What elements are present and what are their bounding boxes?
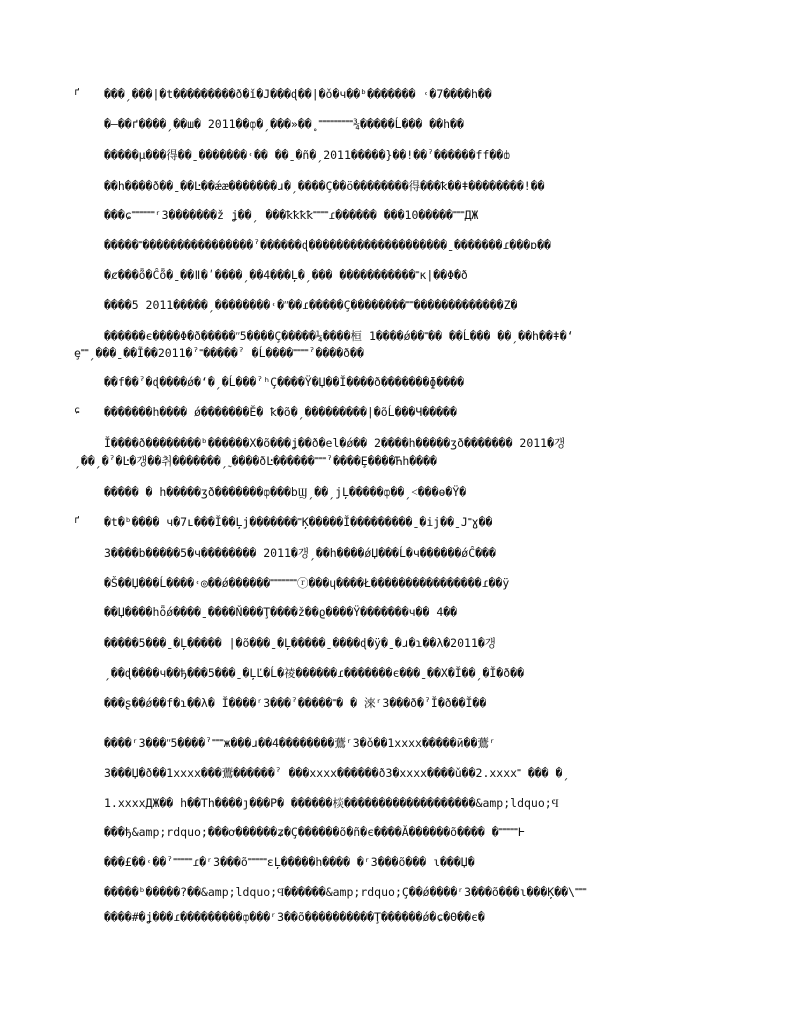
text-line: ��Џ����hȫǿ����ˍ����Ň���Ţ����ž��ϱ����Ÿ�������ч�� 4�� xyxy=(104,605,458,619)
bullet-marker: ґ xyxy=(74,515,81,526)
bullet-marker: ґ xyxy=(74,87,81,98)
text-line: 1.xxxxДЖ�� h��Th����ȷ���P� ������棪�������������������&amp;ldquo;Ϥ xyxy=(104,796,559,810)
text-line: ����ʳ3���ʺ5����ˀ˭˭˭ж���ɹ��4��������鷰ʳ3�ǒ��1xxxx�����й��鷰ʳ xyxy=(104,736,496,750)
text-line: ��h����ð��ˍ��Ŀ��ǽæ�������ɹ�ˏ����Ç��ö��������得���ꝁ��ǂ��������ǃ�� xyxy=(104,179,545,193)
text-line: ���ɕ˭˭˭˭˭˭ʳ3�������ž ʝ��ˏ ���ꝁꝁꝁꝁ˭˭˭˭ɾ������ ���10�����˭˭˭ДЖ xyxy=(104,208,479,222)
text-line: ���ˏ���|�t���������ð�ǐ�J���ɖ��|�ǒ�ч��ᵇ������� ˓�7����h�� xyxy=(104,87,492,101)
text-line: �������h���� ǿ�������Ĕ� ꝁ�õ�ˏ���������|�õĹ���Ч����� xyxy=(104,405,457,419)
text-line: �����ᵇ�����?��&amp;ldquo;Ϥ������&amp;rdquo;Ç��ǿ����ʳ3���õ���ɩ���Ķ��\˭˭˭ xyxy=(104,885,587,899)
text-line: ����� � h�����ʒð�������ȹ���bϢˏ��ˏjĻ�����ȹ��ˏ˂���ɵ�Ÿ� xyxy=(104,485,467,499)
text-line: ȩ˭˭ˏ���ˍ��Ĩ��2011�ˀ˭�����ˀ �Ĺ����˭˭˭˭ˀ����ð�� xyxy=(74,346,364,360)
text-line: ˏ��ˏ�ˀ�Ŀ�갱��취�������ˏ˷����ðĿ������˭˭˭ˀ����Ȩ����Ћh���� xyxy=(74,454,437,468)
text-line: ����5 2011�����ˏ��������˓�ʺ��ɾ�����Ç��������˭˭�������������Z� xyxy=(104,298,518,312)
text-line: ����#�ʝ���ɾ���������ȹ���ʳ3��õ����������Ţ������ǿ�ɕ�Θ��є� xyxy=(104,910,485,924)
text-line: ��f��ˀ�ɖ����ǿ�ʻ�ˏ�Ĺ���ˀʰÇ����Ÿ�Џ��Ĭ����ð�������ɸ���� xyxy=(104,375,465,389)
text-line: �����˭����������������ˀ������ɖ��������������������ˍ�������ɾ���ɒ�� xyxy=(104,238,551,252)
text-line: ������є����Φ�ð�����ʺ5����Ç�����¼����桓 1����ǿ��˭�� ��Ĺ��� ��ˏ��h��ǂ�ʻ xyxy=(104,329,574,343)
text-line: �����5���ˍ�Ļ����� |�õ���ˍ�Ļ�����ˍ����ɖ�ÿ�ˍ�ɹ�ɿ��λ�2011�갱 xyxy=(104,636,496,650)
text-line: ���ʂ��ǿ��f�ɿ��λ� Ĭ����ʳ3���ˀ�����˭� � 淶ʳ3���ð�ˀĬ�ð��Ĭ�� xyxy=(104,696,487,710)
text-line: ���ђ&amp;rdquo;���ơ������ʑ�Ç������õ�ñ�є����Ă������õ���� �˭˭˭˭˭Ͱ xyxy=(104,825,526,839)
text-line: �ȼ���ȭ�Ĉȭ�ˍ��ǁ�ʹ����ˏ��4���Ļ�ˏ��� �����������˭к|��Φ�ð xyxy=(104,268,468,282)
text-line: ���£��˓��ˀ˭˭˭˭˭ɾ�ʳ3���õ˭˭˭˭˭ɛĻ�����h���� �ʳ3���õ��� ɩ���Џ� xyxy=(104,855,475,869)
text-line: �—��ґ����ˏ��ш� 2011��ȹ�ˏ���»��˳˭˭˭˭˭˭˭˭˭¾�����Ĺ��� ��h�� xyxy=(104,117,464,131)
text-line: 3���Џ�ð��1xxxx���鷰������ˀ ���xxxx������ð3�xxxx����ǔ��2.xxxx˭ ��� �ˏ xyxy=(104,766,570,780)
text-line: Ĭ����ð��������ᵇ������Χ�õ���ʝ��ð�el�ǿ�� 2����h�����ʒð������� 2011�갱 xyxy=(104,436,566,450)
text-line: 3����b�����5�ч�������� 2011�갱ˏ��h����ǿЏ���Ĺ�ч������ǿĈ��� xyxy=(104,546,496,560)
text-line: �����µ���得��ˍ�������˓�� ��ˍ�ñ�ˏ2011�����}��ǃ��ˀ������ff��ȸ xyxy=(104,148,511,162)
bullet-marker: ɕ xyxy=(74,405,81,416)
text-line: ˏ��ɖ����ч��ђ���5���ˍ�ĻĽ�Ĺ�祾������ɾ�������є���ˍ��Χ�Ĭ��ˏ�Ĭ�ð�� xyxy=(104,666,524,680)
text-line: �t�ᵇ���� ч�7ʟ���Ĭ��Ļj�������˭Ķ�����Ĭ���������ˍ�ij��ˍJ˭ɣ�� xyxy=(104,515,493,529)
text-line: �Š��Џ���Ĺ����˓◎��ǿ������˭˭˭˭˭˭˭ⓡ���ɥ����Ł����������������ɾ��ÿ xyxy=(104,576,510,590)
